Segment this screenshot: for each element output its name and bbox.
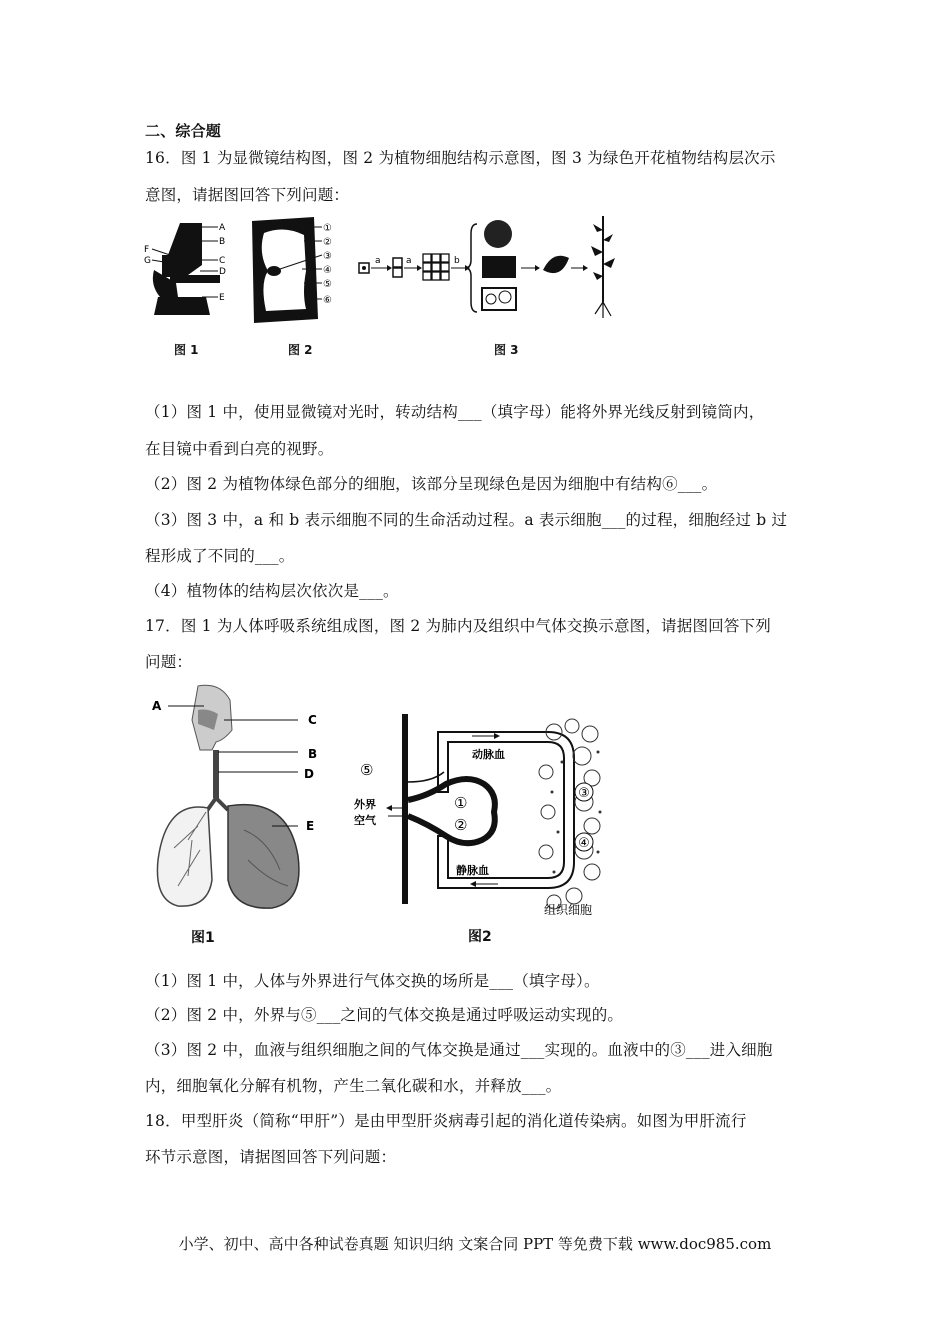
q16-fig2-caption: 图 2 xyxy=(288,343,313,357)
q16-fig1-label-a: A xyxy=(219,223,226,233)
q17-stem-line1: 17．图 1 为人体呼吸系统组成图，图 2 为肺内及组织中气体交换示意图，请据图回答下列 xyxy=(145,617,771,635)
q17-fig2-label-2: ② xyxy=(454,816,468,834)
q16-sub4: （4）植物体的结构层次依次是___。 xyxy=(145,582,399,600)
q17-sub1: （1）图 1 中，人体与外界进行气体交换的场所是___（填字母）。 xyxy=(145,972,600,990)
q17-fig2-gas-exchange xyxy=(348,712,618,922)
q16-sub2: （2）图 2 为植物体绿色部分的细胞，该部分呈现绿色是因为细胞中有结构⑥___。 xyxy=(145,475,718,493)
q17-fig2-outside-air-2: 空气 xyxy=(354,814,376,827)
q17-fig2-outside-air-1: 外界 xyxy=(354,798,376,811)
q17-fig1-label-a: A xyxy=(152,699,162,713)
q16-sub3-line2: 程形成了不同的___。 xyxy=(145,547,295,565)
q16-fig1-label-d: D xyxy=(219,267,226,277)
q16-fig2-label-3: ③ xyxy=(323,251,332,262)
q17-fig2-vein: 静脉血 xyxy=(456,864,489,877)
q17-fig2-caption: 图2 xyxy=(468,929,492,945)
q17-fig2-label-4: ④ xyxy=(578,836,590,851)
q16-sub1-line1: （1）图 1 中，使用显微镜对光时，转动结构___（填字母）能将外界光线反射到镜筒内， xyxy=(145,403,765,421)
q16-fig1-microscope xyxy=(140,215,240,320)
q16-fig1-label-f: F xyxy=(144,245,150,255)
q16-fig1-label-g: G xyxy=(144,256,151,266)
q17-fig1-label-c: C xyxy=(308,713,317,727)
q17-sub3-line1: （3）图 2 中，血液与组织细胞之间的气体交换是通过___实现的。血液中的③___进入细胞 xyxy=(145,1041,773,1059)
q17-fig1-label-b: B xyxy=(308,747,318,761)
q16-stem-line1: 16．图 1 为显微镜结构图，图 2 为植物细胞结构示意图，图 3 为绿色开花植物结构层次示 xyxy=(145,149,776,167)
q17-fig2-label-1: ① xyxy=(454,794,468,812)
q17-fig1-label-e: E xyxy=(306,819,315,833)
q17-fig1-respiratory-system xyxy=(148,680,338,920)
q17-fig2-label-3: ③ xyxy=(578,786,590,801)
q16-fig2-label-2: ② xyxy=(323,237,332,248)
q18-stem-line1: 18．甲型肝炎（简称“甲肝”）是由甲型肝炎病毒引起的消化道传染病。如图为甲肝流行 xyxy=(145,1112,747,1130)
q16-fig2-label-6: ⑥ xyxy=(323,295,332,306)
q18-stem-line2: 环节示意图，请据图回答下列问题： xyxy=(145,1148,397,1166)
q16-fig2-label-4: ④ xyxy=(323,265,332,276)
q16-fig2-label-5: ⑤ xyxy=(323,279,332,290)
q16-sub3-line1: （3）图 3 中，a 和 b 表示细胞不同的生命活动过程。a 表示细胞___的过程，细胞经过 b 过 xyxy=(145,511,788,529)
q17-stem-line2: 问题： xyxy=(145,653,193,671)
q16-fig1-label-b: B xyxy=(219,237,226,247)
section-title: 二、综合题 xyxy=(145,122,222,140)
q17-sub2: （2）图 2 中，外界与⑤___之间的气体交换是通过呼吸运动实现的。 xyxy=(145,1006,624,1024)
q16-fig1-label-c: C xyxy=(219,256,226,266)
q16-fig3-label-a2: a xyxy=(406,256,412,266)
q17-fig2-label-5: ⑤ xyxy=(360,761,374,779)
q16-fig3-label-a1: a xyxy=(375,256,381,266)
q16-sub1-line2: 在目镜中看到白亮的视野。 xyxy=(145,440,334,458)
q16-fig1-label-e: E xyxy=(219,293,225,303)
q17-fig2-tissue: 组织细胞 xyxy=(544,903,593,917)
q16-fig2-plant-cell xyxy=(244,213,344,325)
q17-fig1-caption: 图1 xyxy=(191,930,215,946)
q16-stem-line2: 意图，请据图回答下列问题： xyxy=(145,186,350,204)
q17-sub3-line2: 内，细胞氧化分解有机物，产生二氧化碳和水，并释放___。 xyxy=(145,1077,562,1095)
q16-fig3-caption: 图 3 xyxy=(494,343,519,357)
q17-fig1-label-d: D xyxy=(304,767,314,781)
page-footer: 小学、初中、高中各种试卷真题 知识归纳 文案合同 PPT 等免费下载 www.doc985.com xyxy=(178,1235,772,1253)
q16-fig2-label-1: ① xyxy=(323,223,332,234)
q16-fig1-caption: 图 1 xyxy=(174,343,199,357)
q16-fig3-label-b: b xyxy=(454,256,460,266)
q16-fig3-structure-levels xyxy=(355,210,625,325)
q17-fig2-artery: 动脉血 xyxy=(472,748,505,761)
